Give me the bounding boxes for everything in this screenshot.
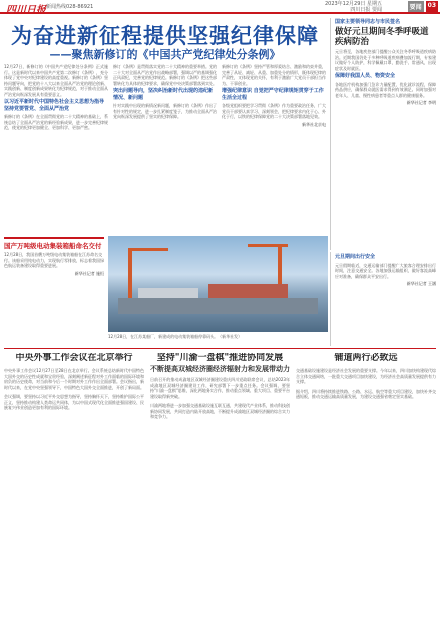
lead-paragraph: 修订《条例》是贯彻落实党的二十大精神的重要举措。党的二十大对全面从严治党作出战略部署，强调以严的基调强化正风肃纪，完善党的纪律规范。新修订的《条例》把这些部署转化为具体的纪律要求，确保党中央决策部署落到实处。: [113, 64, 217, 86]
ship-photo-image: [108, 236, 328, 332]
side-paragraph: 元旦将至，各地疾控部门提醒公众关注冬季呼吸道疾病防治。近期我国仍处于多种呼吸道疾病叠加流行期，专家建议做好个人防护，科学佩戴口罩，勤洗手、常通风，出现症状及时就医。: [335, 49, 436, 71]
lead-article: [4, 64, 326, 232]
lead-section-heading: 增强纪律意识 自觉把严守纪律规矩贯穿于工作生活全过程: [222, 88, 324, 101]
lead-paragraph: 新修订的《条例》坚持严管和厚爱结合、激励和约束并重，完善了从轻、减轻、从重、加重处分的情形，既体现纪律的严肃性，又体现党的关怀，有利于激励广大党员干部担当作为、干事创业。: [222, 64, 326, 86]
story-foreign-affairs: [4, 353, 144, 632]
lead-byline: 新华社北京电: [302, 121, 326, 127]
news-photo: [108, 236, 328, 344]
issue-date-block: [325, 1, 382, 13]
story-paragraph: 日前召开的推动成渝地区双城经济圈建设重庆四川党政联席会议，总结2023年成渝地区双城经济圈建设工作，研究部署下一步重点任务。会议强调，要坚持"川渝一盘棋"思维，深化两地务实合作，推动重点领域、重大项目、重要平台建设取得新突破。: [150, 377, 290, 399]
section-name: 四川日报 要闻: [350, 7, 382, 13]
lead-paragraph: 针对实践中出现的新情况新问题，新修订的《条例》作出了有针对性的规定，进一步扎紧制度笼子，为推动全面从严治党向纵深发展提供了坚实的纪律保障。: [113, 103, 217, 119]
side-kicker: 国家主要领导同志与市民签名: [335, 19, 401, 25]
brief-byline: 新华社记者 施恒: [74, 270, 104, 276]
ship-shape: [208, 284, 288, 298]
brief-text: 12月28日，我国首艘万吨级电动集装箱船在江苏命名交付。该船采用纯电动力，实现航行零排放，标志着我国绿色航运装备建设取得重要进展。: [4, 252, 104, 268]
side-byline: 新华社记者 王涵: [406, 281, 436, 286]
side-paragraph: 各地医疗机构加强门急诊力量配置，优化就诊流程，保障药品供应，确保群众就医需求得到有效满足。同时加强对老年人、儿童、慢性病患者等重点人群的健康服务。: [335, 81, 436, 98]
photo-caption: 12月28日，在江苏某船厂，新建成的电动集装箱船停靠码头。（新华社发）: [108, 334, 243, 339]
side-section-heading: 元旦期间出行安全: [335, 254, 376, 260]
lead-paragraph: 新修订的《条例》在全面贯彻党的二十大精神的基础上，系统总结了全面从严治党的新经验新成果，进一步完善纪律规范，使党的纪律更加健全、更加科学、更加严密。: [4, 114, 108, 130]
side-section-heading: 保障好我国人员、物资安全: [335, 73, 396, 79]
news-brief: [4, 237, 104, 342]
ship-shape: [118, 298, 318, 314]
story-transport: [296, 353, 436, 632]
lead-headline: 为奋进新征程提供坚强纪律保障: [11, 23, 319, 48]
side-story-bottom: [330, 252, 436, 346]
lead-subhead: ——聚焦新修订的《中国共产党纪律处分条例》: [49, 48, 281, 61]
lead-section-heading: 以习近平新时代中国特色社会主义思想为指导 坚持党要管党、全面从严治党: [4, 99, 105, 112]
side-story-top: [330, 18, 436, 250]
side-title: 做好元旦期间冬季呼吸道疾病防治: [335, 27, 429, 47]
story-paragraph: 会议强调，要坚持以习近平外交思想为指导，坚持胸怀天下，坚持维护国际公平正义，坚持推动构建人类命运共同体，为以中国式现代化全面推进强国建设、民族复兴伟业创造更加有利的国际环境。: [4, 394, 144, 410]
lead-column-3: [222, 64, 326, 232]
news-hotline: 新闻热线028-86921: [46, 4, 94, 10]
story-chengyu: [150, 353, 290, 632]
page-indicator: [408, 1, 438, 12]
masthead: [0, 0, 440, 14]
lead-column-1: [4, 64, 108, 232]
story-paragraph: 据介绍，四川将持续推进铁路、公路、水运、航空等重大项目建设，加快补齐交通短板，推动交通运输高质量发展，为建设交通强省奠定坚实基础。: [296, 388, 436, 399]
story-paragraph: 交通基础设施建设是经济社会发展的重要支撑。今年以来，四川加快构建现代综合立体交通网络，一批重大交通项目加快建设，为经济社会高质量发展提供有力支撑。: [296, 368, 436, 384]
crane-shape: [248, 244, 288, 247]
story-title: 铺道两行必致远: [334, 353, 398, 363]
ship-shape: [138, 288, 198, 298]
story-subtitle: 不断提高双城经济圈经济辐射力和发展带动力: [150, 364, 290, 373]
lead-column-2: [113, 64, 217, 232]
lead-paragraph: 各级党组织要把学习贯彻《条例》作为重要政治任务，广大党员干部要认真学习、深刻领会，把纪律要求内化于心、外化于行，以铁的纪律保障党的二十大决策部署落地见效。: [222, 103, 326, 119]
bottom-stories: [4, 348, 436, 632]
crane-shape: [128, 248, 168, 251]
newspaper-logo: 四川日报: [6, 5, 46, 16]
lead-paragraph: 12月27日，新修订的《中国共产党纪律处分条例》正式施行。这是新时代以来中国共产党第二次修订《条例》，充分体现了党中央对纪律建设的高度重视。新修订的《条例》坚持问题导向，把党的十八大以来全面从严治党的理论创新、实践创新、制度创新成果转化为纪律规范，对于推动全面从严治党向纵深发展具有重要意义。: [4, 64, 108, 97]
issue-date: 2023年12月29日 星期五: [324, 1, 382, 7]
story-title: 中央外事工作会议在北京举行: [15, 353, 133, 363]
page-number: 03: [426, 1, 438, 12]
side-byline: 新华社记者 李明: [406, 100, 436, 105]
side-paragraph: 元旦假期临近，交通运输部门提醒广大旅客合理安排出行时间，注意交通安全。各地加强运输组织，做好客流高峰应对准备，确保群众平安出行。: [335, 262, 436, 279]
story-title: 坚持"川渝一盘棋"推进协同发展: [156, 353, 284, 363]
story-paragraph: 中央外事工作会议12月27日至28日在北京举行。会议系统总结新时代中国特色大国外交的历史性成就和宝贵经验，深刻阐述新征程对外工作面临的国际环境和肩负的历史使命，对当前和今后一个时期对外工作作出全面部署。会议指出，新时代以来，在党中央坚强领导下，中国特色大国外交全面推进，开创了新局面。: [4, 368, 144, 390]
brief-title: 国产万吨级电动集装箱船命名交付: [4, 242, 102, 250]
lead-section-heading: 突出问题导向，坚决纠治新时代出现的违纪新情况、新问题: [113, 88, 214, 101]
edition-label: 要闻: [408, 1, 424, 12]
story-paragraph: 川渝两地将进一步加强交通基础设施互联互通，共建现代产业体系，推动科技创新协同发展，共同打造内陆开放高地，不断提升成渝地区双城经济圈的综合实力和竞争力。: [150, 403, 290, 419]
